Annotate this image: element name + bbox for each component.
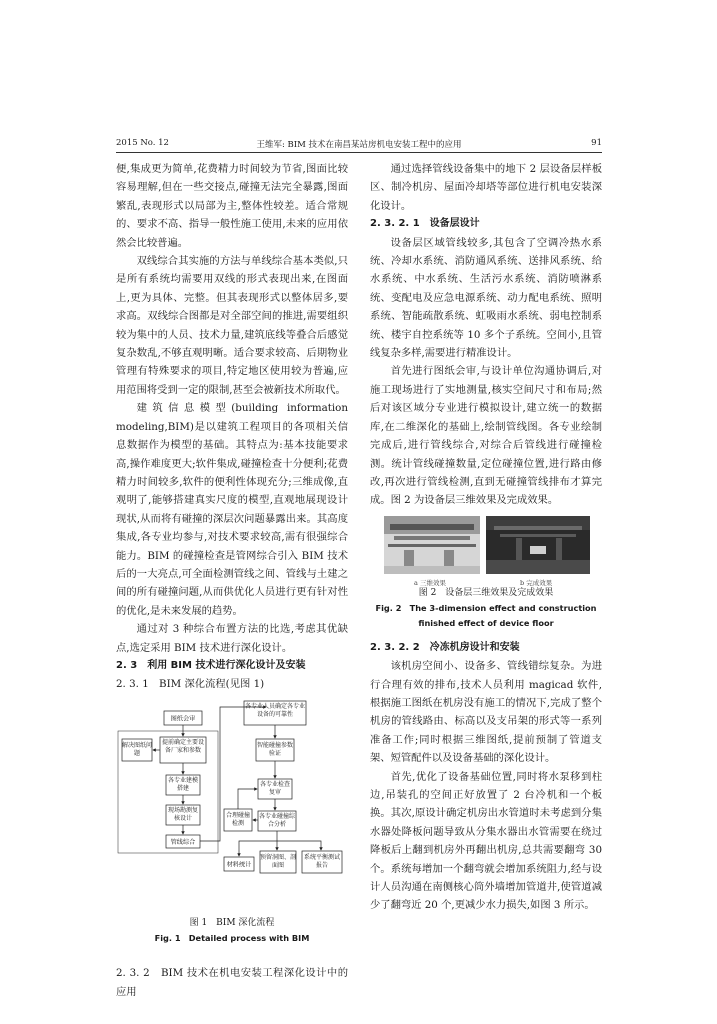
running-title: 王维军: BIM 技术在南昌某站房机电安装工程中的应用: [256, 140, 462, 150]
figure-caption-english: Fig. 1 Detailed process with BIM: [154, 933, 310, 944]
sublabel-b: b 完成效果: [520, 578, 553, 587]
label-smart-mep: 智能碰撞参数验证: [256, 741, 293, 757]
label-coordinate: 提前确定主要设备厂家和参数: [161, 738, 204, 754]
header-rule: [116, 152, 602, 153]
figure-caption: 图 1 BIM 深化流程: [189, 918, 275, 929]
subsection-heading: 2. 3. 2 BIM 技术在机电安装工程深化设计中的应用: [116, 967, 348, 998]
photo-3d-effect: [384, 516, 480, 574]
figure-2-photos: [370, 516, 602, 574]
subsection-heading: 2. 3. 1 BIM 深化流程(见图 1): [116, 678, 265, 691]
label-modeling: 各专业建模搭建: [167, 776, 198, 792]
page-number: 91: [591, 138, 602, 148]
label-output-sections: 预留洞图、剖面图: [260, 853, 296, 869]
left-column: [116, 160, 348, 1001]
label-support: 各专业检查复审: [259, 780, 290, 796]
figure-caption-english: finished effect of device floor: [418, 617, 554, 628]
issue-label: 2015 No. 12: [116, 138, 169, 148]
paragraph: 便,集成更为简单,花费精力时间较为节省,图面比较容易理解,但在一些交接点,碰撞无法完全暴露,图面繁乱,表现形式以局部为主,整体性较差。适合常规的、要求不高、指导一般性施工使用,未来的应用依然会比较普遍。: [116, 163, 348, 249]
label-drawing-review: 图纸会审: [170, 715, 196, 723]
paragraph: 通过选择管线设备集中的地下 2 层设备层样板区、制冷机房、屋面冷却塔等部位进行机电安装深化设计。: [370, 163, 602, 212]
paragraph: 双线综合其实施的方法与单线综合基本类似,只是所有系统均需要用双线的形式表现出来,在图面上,更为具体、完整。但其表现形式以整体居多,要求高。双线综合图都是对全部空间的推进,需要组织较为集中的人员、技术力量,建筑底线等叠合后感觉复杂数乱,不够直观明晰。适合要求较高、后期物业管理有特殊要求的项目,特定地区使用较为普遍,应用范围将受到一定的限制,甚至会被新技术所取代。: [116, 255, 348, 396]
figure-caption: 图 2 设备层三维效果及完成效果: [418, 587, 554, 598]
section-heading: 2. 3. 2. 1 设备层设计: [370, 218, 480, 230]
label-site-survey: 现场勘测复核设计: [167, 806, 198, 822]
label-collision-check: 管线综合: [170, 838, 196, 846]
label-output-report: 系统平衡测试报告: [303, 853, 340, 869]
section-heading: 2. 3 利用 BIM 技术进行深化设计及安装: [116, 659, 306, 671]
figure-2-sublabels: [370, 574, 602, 586]
section-heading: 2. 3. 2. 2 冷冻机房设计和安装: [370, 641, 520, 653]
paragraph: 首先进行图纸会审,与设计单位沟通协调后,对施工现场进行了实地测量,核实空间尺寸和布局;然后对该区域分专业进行模拟设计,建立统一的数据库,在二维深化的基础上,绘制管线图。各专业绘制完成后,进行管线综合,对综合后管线进行碰撞检测。统计管线碰撞数量,定位碰撞位置,进行路由修改,再次进行管线检测,直到无碰撞管线排布才算完成。图 2 为设备层三维效果及完成效果。: [370, 365, 602, 507]
label-professional: 各专业人员确定各专业设备的可靠性: [244, 702, 305, 718]
paragraph: 建筑信息模型(building information modeling,BIM)是以建筑工程项目的各项相关信息数据作为模型的基础。其特点为:基本技能要求高,操作难度更大;软件集成,碰撞检查十分便利;花费精力时间较多,软件的便利性体现充分;三维成像,直观明了,能够搭建真实尺度的模型,直观地展现设计现状,从而将有碰撞的深层次问题暴露出来。其高度集成,各专业均参与,对技术要求较高,需有很强综合能力。BIM 的碰撞检查是管网综合引入 BIM 技术后的一大亮点,可全面检测管线之间、管线与土建之间的所有碰撞问题,从而供优化人员进行更有针对性的优化,是未来发展的趋势。: [116, 402, 348, 617]
page-header: [116, 136, 602, 152]
paragraph: 通过对 3 种综合布置方法的比选,考虑其优缺点,选定采用 BIM 技术进行深化设计。: [116, 623, 348, 654]
figure-caption-english: Fig. 2 The 3-dimension effect and construction: [375, 602, 597, 613]
connector: [277, 841, 321, 850]
connector: [238, 789, 257, 809]
label-feedback: 解决图纸问题: [122, 741, 152, 757]
sublabel-a: a 三维效果: [414, 578, 446, 587]
label-optimize: 合理碰撞检测: [225, 811, 250, 827]
right-column: [370, 160, 602, 915]
paragraph: 首先,优化了设备基础位置,同时将水泵移到柱边,吊装孔的空间正好放置了 2 台冷机和一个板换。其次,原设计确定机房出水管道时未考虑到分集水器处降板问题导致从分集水器出水管需要在绕过降板后上翻到机房外再翻出机房,总共需要翻弯 30 个。系统每增加一个翻弯就会增加系统阻力,经与设计人员沟通在南侧核心筒外墙增加管道井,使管道减少了翻弯近 20 个,更减少水力损失,如图 3 所示。: [370, 770, 602, 912]
paragraph: 设备层区域管线较多,其包含了空调冷热水系统、冷却水系统、消防通风系统、送排风系统、给水系统、中水系统、生活污水系统、消防喷淋系统、变配电及应急电源系统、动力配电系统、照明系统、智能疏散系统、虹吸雨水系统、弱电控制系统、楼宇自控系统等 10 多个子系统。空间小,且管线复杂多样,需要进行精准设计。: [370, 236, 602, 360]
paragraph: 该机房空间小、设备多、管线错综复杂。为进行合理有效的排布,技术人员利用 magicad 软件,根据施工图纸在机房没有施工的情况下,完成了整个机房的管线路由、标高以及支吊架的形式等一系列准备工作;同时根据三维图纸,提前预制了管道支架、短管配件以及设备基础的深化设计。: [370, 660, 602, 765]
label-output-materials: 材料统计: [226, 861, 252, 869]
bim-flowchart: [116, 699, 348, 904]
label-analysis: 各专业碰撞综合分析: [258, 812, 295, 828]
photo-finished-effect: [486, 516, 590, 574]
